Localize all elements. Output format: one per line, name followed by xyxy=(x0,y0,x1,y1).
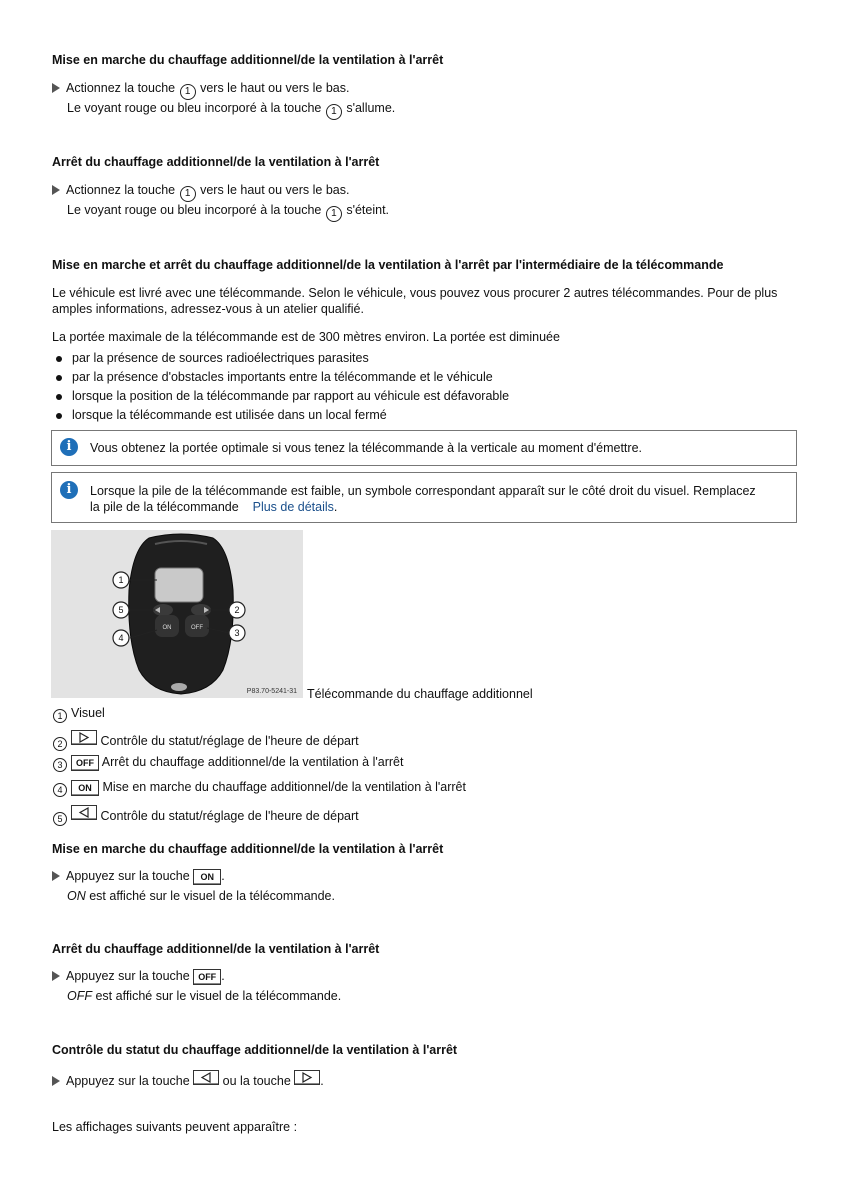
instruction-result: ON est affiché sur le visuel de la télécommande. xyxy=(67,889,335,903)
section-heading-start-remote: Mise en marche du chauffage additionnel/de la ventilation à l'arrêt xyxy=(52,842,444,856)
step-arrow-icon xyxy=(52,971,60,981)
callout-1-icon: 1 xyxy=(53,709,67,723)
info-box: i Lorsque la pile de la télécommande est faible, un symbole correspondant apparaît sur le côté droit du visuel. Remplacez la pile de la télécommande Plus de détails. xyxy=(51,472,797,523)
step-arrow-icon xyxy=(52,83,60,93)
paragraph: La portée maximale de la télécommande est de 300 mètres environ. La portée est diminuée xyxy=(52,330,560,344)
instruction-result: Le voyant rouge ou bleu incorporé à la touche 1 s'allume. xyxy=(67,101,395,120)
step-arrow-icon xyxy=(52,871,60,881)
info-icon: i xyxy=(60,438,78,456)
list-item: lorsque la position de la télécommande par rapport au véhicule est défavorable xyxy=(72,389,510,403)
remote-control-figure xyxy=(51,530,303,698)
figure-caption: Télécommande du chauffage additionnel xyxy=(307,687,533,701)
instruction-step: Actionnez la touche 1 vers le haut ou vers le bas. xyxy=(52,183,349,202)
list-item: par la présence d'obstacles importants entre la télécommande et le véhicule xyxy=(72,370,493,384)
legend-item: 1 Visuel xyxy=(53,706,105,723)
details-link[interactable]: Plus de détails xyxy=(252,500,334,514)
list-item: lorsque la télécommande est utilisée dans un local fermé xyxy=(72,408,387,422)
callout-1: 1 xyxy=(118,575,124,585)
legend-item: 2 Contrôle du statut/réglage de l'heure de départ xyxy=(53,730,359,751)
list-item: par la présence de sources radioélectriques parasites xyxy=(72,351,369,365)
info-icon: i xyxy=(60,481,78,499)
section-heading-start-heater: Mise en marche du chauffage additionnel/de la ventilation à l'arrêt xyxy=(52,53,444,67)
on-button-label: ON xyxy=(162,625,172,631)
callout-3-icon: 3 xyxy=(53,758,67,772)
closing-paragraph: Les affichages suivants peuvent apparaître : xyxy=(52,1120,298,1134)
button-1-icon: 1 xyxy=(180,84,196,100)
right-arrow-key-icon xyxy=(294,1070,320,1085)
instruction-step: Appuyez sur la touche ou la touche . xyxy=(52,1070,324,1088)
callout-2: 2 xyxy=(234,605,240,615)
left-arrow-key-icon xyxy=(71,805,97,820)
section-heading-status-check: Contrôle du statut du chauffage additionnel/de la ventilation à l'arrêt xyxy=(52,1043,458,1057)
callout-5-icon: 5 xyxy=(53,812,67,826)
button-1-icon: 1 xyxy=(326,206,342,222)
callout-4: 4 xyxy=(118,633,124,643)
left-arrow-key-icon xyxy=(193,1070,219,1085)
on-key-icon: ON xyxy=(193,869,221,885)
figure-code: P83.70-5241-31 xyxy=(246,688,297,695)
off-key-icon: OFF xyxy=(71,755,99,771)
legend-item: 5 Contrôle du statut/réglage de l'heure de départ xyxy=(53,805,359,826)
instruction-step: Appuyez sur la touche OFF . xyxy=(52,969,225,985)
off-key-icon: OFF xyxy=(193,969,221,985)
callout-2-icon: 2 xyxy=(53,737,67,751)
button-1-icon: 1 xyxy=(180,186,196,202)
paragraph: amples informations, adressez-vous à un atelier qualifié. xyxy=(52,302,364,316)
on-key-icon: ON xyxy=(71,780,99,796)
instruction-step: Appuyez sur la touche ON . xyxy=(52,869,225,885)
step-arrow-icon xyxy=(52,185,60,195)
callout-3: 3 xyxy=(234,628,240,638)
instruction-result: OFF est affiché sur le visuel de la télécommande. xyxy=(67,989,342,1003)
section-heading-stop-remote: Arrêt du chauffage additionnel/de la ventilation à l'arrêt xyxy=(52,942,380,956)
legend-item: 4 ON Mise en marche du chauffage additionnel/de la ventilation à l'arrêt xyxy=(53,780,466,797)
section-heading-stop-heater: Arrêt du chauffage additionnel/de la ventilation à l'arrêt xyxy=(52,155,380,169)
step-arrow-icon xyxy=(52,1076,60,1086)
instruction-step: Actionnez la touche 1 vers le haut ou vers le bas. xyxy=(52,81,349,100)
off-button-label: OFF xyxy=(191,625,203,631)
callout-4-icon: 4 xyxy=(53,783,67,797)
remote-control-illustration xyxy=(51,530,303,698)
info-box: i Vous obtenez la portée optimale si vous tenez la télécommande à la verticale au moment d'émettre. xyxy=(51,430,797,466)
paragraph: Le véhicule est livré avec une télécommande. Selon le véhicule, vous pouvez vous procurer 2 autres télécommandes. Pour de plus xyxy=(52,286,778,300)
legend-item: 3 OFF Arrêt du chauffage additionnel/de la ventilation à l'arrêt xyxy=(53,755,403,772)
button-1-icon: 1 xyxy=(326,104,342,120)
instruction-result: Le voyant rouge ou bleu incorporé à la touche 1 s'éteint. xyxy=(67,203,389,222)
callout-5: 5 xyxy=(118,605,124,615)
section-heading-remote: Mise en marche et arrêt du chauffage additionnel/de la ventilation à l'arrêt par l'intermédiaire de la télécommande xyxy=(52,258,724,272)
right-arrow-key-icon xyxy=(71,730,97,745)
